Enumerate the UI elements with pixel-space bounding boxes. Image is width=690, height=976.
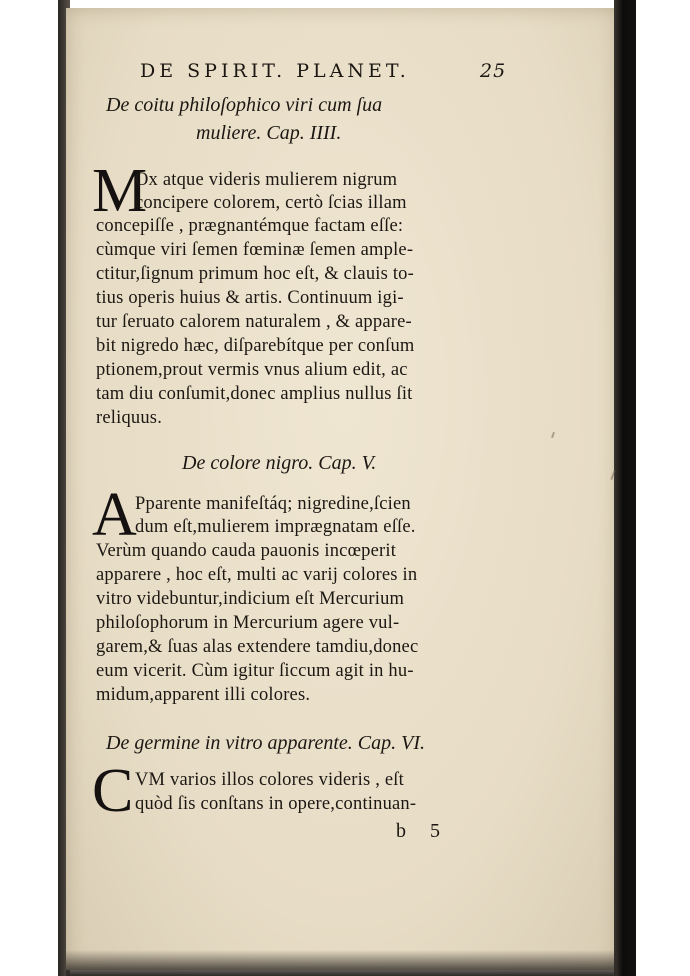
- running-head-title: DE SPIRIT. PLANET.: [140, 60, 410, 82]
- text-line: Ox atque videris mulierem nigrum: [135, 170, 398, 190]
- text-line: eum vicerit. Cùm igitur ſiccum agit in hu-: [96, 661, 414, 681]
- text-line: tam diu conſumit,donec amplius nullus ſit: [96, 384, 413, 404]
- drop-cap: M: [92, 157, 148, 225]
- text-line: dum eſt,mulierem imprægnatam eſſe.: [135, 517, 416, 537]
- drop-cap: A: [92, 481, 137, 549]
- text-line: reliquus.: [96, 408, 163, 428]
- text-line: cùmque viri ſemen fœminæ ſemen ample-: [96, 240, 414, 260]
- text-line: tur ſeruato calorem naturalem , & appare-: [96, 312, 412, 332]
- text-line: concepiſſe , prægnantémque factam eſſe:: [96, 216, 404, 236]
- chapter-heading-line: De germine in vitro apparente. Cap. VI.: [106, 732, 426, 754]
- text-line: Verùm quando cauda pauonis incœperit: [96, 541, 397, 561]
- running-head: [140, 60, 520, 82]
- chapter-heading-line: De coitu philoſophico viri cum ſua: [106, 94, 383, 116]
- text-line: vitro videbuntur,indicium eſt Mercurium: [96, 589, 405, 609]
- text-line: apparere , hoc eſt, multi ac varij colores in: [96, 565, 418, 585]
- page-number: 25: [480, 60, 507, 82]
- scan-edge: [614, 0, 636, 976]
- chapter-heading-line: muliere. Cap. IIII.: [196, 122, 342, 144]
- text-line: midum,apparent illi colores.: [96, 685, 311, 705]
- text-line: quòd ſis conſtans in opere,continuan-: [135, 794, 417, 814]
- text-line: concipere colorem, certò ſcias illam: [135, 193, 407, 213]
- text-line: philoſophorum in Mercurium agere vul-: [96, 613, 400, 633]
- text-line: bit nigredo hæc, diſparebítque per conſum: [96, 336, 415, 356]
- text-line: tius operis huius & artis. Continuum igi-: [96, 288, 404, 308]
- text-line: ctitur,ſignum primum hoc eſt, & clauis to-: [96, 264, 414, 284]
- page-bottom-shadow: [66, 950, 618, 976]
- catchword: 5: [430, 820, 440, 842]
- chapter-heading-line: De colore nigro. Cap. V.: [182, 452, 377, 474]
- book-page: [66, 8, 618, 970]
- text-line: Pparente manifeſtáq; nigredine,ſcien: [135, 494, 411, 514]
- signature-mark: b: [396, 820, 406, 842]
- text-line: VM varios illos colores videris , eſt: [135, 770, 404, 790]
- text-line: ptionem,prout vermis vnus alium edit, ac: [96, 360, 408, 380]
- text-line: garem,& ſuas alas extendere tamdiu,donec: [96, 637, 419, 657]
- drop-cap: C: [92, 757, 134, 825]
